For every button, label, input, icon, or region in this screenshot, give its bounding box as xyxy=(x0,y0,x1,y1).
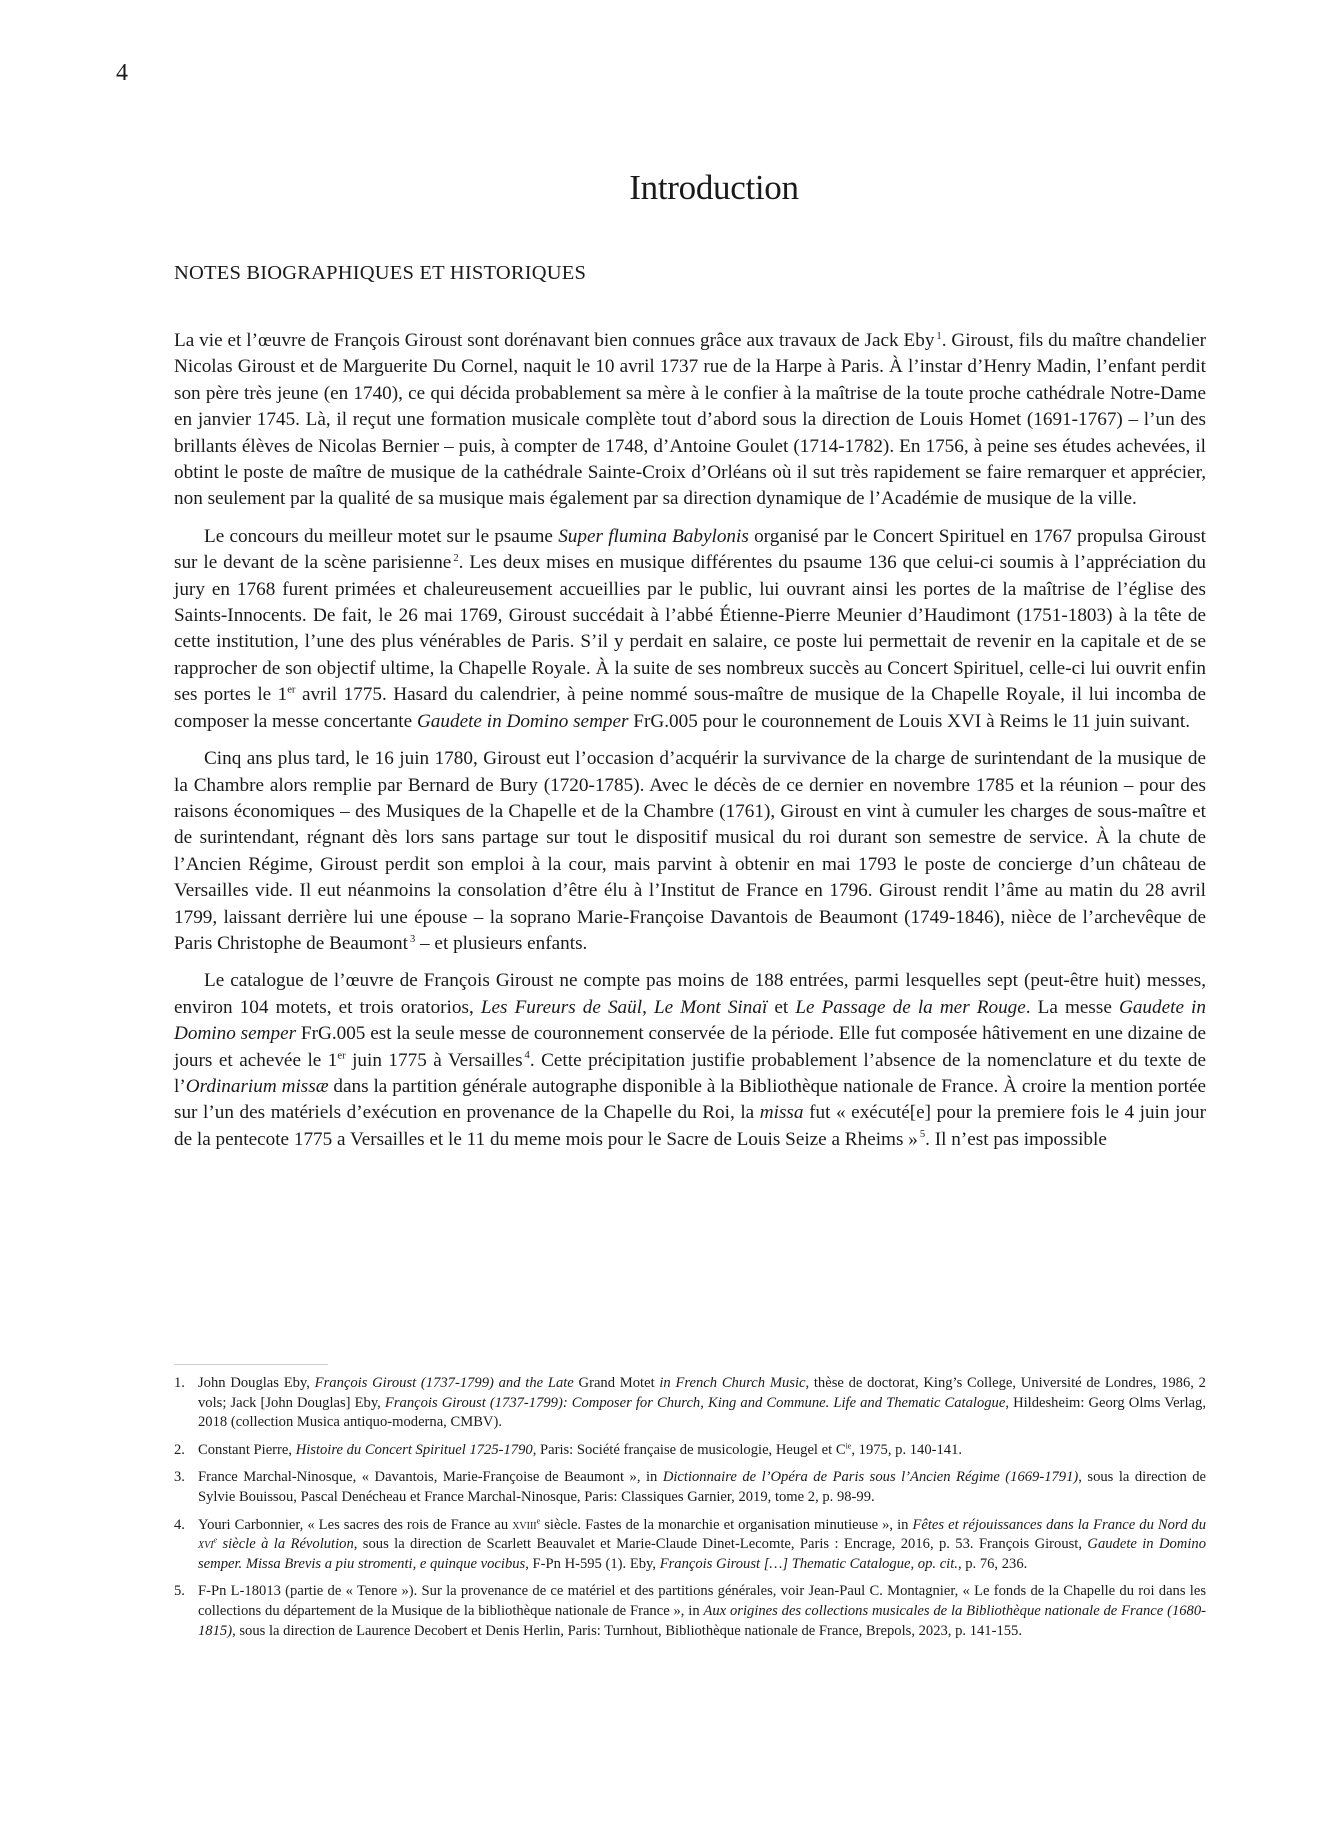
page-number: 4 xyxy=(116,60,128,86)
note-reference: 3 xyxy=(409,933,416,945)
italic-text: missa xyxy=(759,1102,804,1124)
text-run: Le catalogue de l’œuvre de François Giroust ne compte pas moins de 188 entrées, parmi lesquelles sept (peut-être huit) messes, environ 104 motets, et trois oratorios, xyxy=(174,970,1206,1018)
text-run: , sous la direction de Laurence Decobert et Denis Herlin, Paris: Turnhout, Bibliothèque nationale de France, Brepols, 2023, p. 141-155. xyxy=(232,1622,1022,1639)
italic-text: Le Mont Sinaï xyxy=(653,996,768,1018)
text-run: Cinq ans plus tard, le 16 juin 1780, Giroust eut l’occasion d’acquérir la survivance de la charge de surintendant de la musique de la Chambre alors remplie par Bernard de Bury (1720-1785). Avec le décès de ce dernier en novembre 1785 et la réunion – pour des raisons économiques – des Musiques de la Chapelle et de la Chambre (1761), Giroust en vint à cumuler les charges de sous-maître et de surintendant, régnant dès lors sans partage sur tout le dispositif musical du roi durant son semestre de service. À la chute de l’Ancien Régime, Giroust perdit son emploi à la cour, mais parvint à obtenir en mai 1793 le poste de concierge d’un château de Versailles vide. Il eut néanmoins la consolation d’être élu à l’Institut de France en 1796. Giroust rendit l’âme au matin du 28 avril 1799, laissant derrière lui une épouse – la soprano Marie-Françoise Davantois de Beaumont (1749-1846), nièce de l’archevêque de Paris Christophe de Beaumont xyxy=(174,748,1206,954)
note-reference: e xyxy=(536,1515,541,1525)
footnote-number: 4. xyxy=(174,1516,185,1533)
text-run: . La messe xyxy=(1025,996,1119,1018)
body-text xyxy=(174,328,1206,1164)
footnote xyxy=(174,1374,1206,1433)
text-run: et xyxy=(767,996,796,1018)
text-run: . Il n’est pas impossible xyxy=(925,1128,1107,1150)
footnote-text xyxy=(198,1441,1206,1461)
note-reference: 1 xyxy=(936,330,942,342)
text-run: , thèse de doctorat, King’s College, Université de Londres, 1986, 2 vols; Jack [John Douglas] Eby, xyxy=(198,1375,1206,1411)
footnote-text xyxy=(198,1582,1206,1641)
italic-text: Gaudete in Domino semper xyxy=(416,710,629,732)
italic-text: Ordinarium missæ xyxy=(185,1075,329,1097)
italic-text: Histoire du Concert Spirituel 1725-1790 xyxy=(295,1441,533,1458)
italic-text: Les Fureurs de Saül xyxy=(480,996,643,1018)
paragraph xyxy=(174,328,1206,513)
text-run: , xyxy=(642,996,654,1018)
text-run: , Hildesheim: Georg Olms Verlag, 2018 (collection Musica antiquo-moderna, CMBV). xyxy=(198,1394,1206,1431)
footnote-number: 1. xyxy=(174,1375,185,1391)
note-reference: 5 xyxy=(919,1129,926,1141)
text-run: FrG.005 est la seule messe de couronnement conservée de la période. Elle fut composée hâtivement en une dizaine de jours et achevée le 1 xyxy=(174,1023,1206,1071)
text-run: , sous la direction de Scarlett Beauvalet et Marie-Claude Dinet-Lecomte, Paris : Encrage, 2016, p. 53. François Giroust, xyxy=(353,1536,1088,1553)
text-run: organisé par le Concert Spirituel en 1767 propulsa Giroust sur le devant de la scène parisienne xyxy=(174,525,1207,574)
paragraph xyxy=(174,968,1206,1153)
note-reference: e xyxy=(213,1535,218,1545)
footnote-number: 3. xyxy=(174,1469,185,1486)
footnote-number: 5. xyxy=(174,1583,185,1600)
text-run: – et plusieurs enfants. xyxy=(415,932,588,954)
italic-text: Dictionnaire de l’Opéra de Paris sous l’Ancien Régime (1669-1791) xyxy=(662,1469,1079,1486)
italic-text: Le Passage de la mer Rouge xyxy=(795,996,1026,1018)
italic-text: Gaudete in Domino semper. Missa Brevis a piu stromenti, e quinque vocibus xyxy=(198,1536,1206,1572)
italic-text: xvi xyxy=(198,1536,214,1553)
text-run: siècle. Fastes de la monarchie et organisation minutieuse », in xyxy=(540,1516,913,1533)
section-heading: NOTES BIOGRAPHIQUES ET HISTORIQUES xyxy=(174,262,587,284)
text-run: John Douglas Eby, xyxy=(198,1375,315,1391)
note-reference: er xyxy=(337,1050,346,1062)
footnote xyxy=(174,1516,1206,1575)
italic-text: Fêtes et réjouissances dans la France du Nord du xyxy=(912,1516,1206,1533)
paragraph xyxy=(174,746,1206,957)
footnote-divider xyxy=(174,1364,328,1365)
note-reference: 2 xyxy=(453,552,459,564)
footnotes xyxy=(174,1374,1206,1649)
italic-text: siècle à la Révolution xyxy=(217,1536,354,1553)
paragraph xyxy=(174,524,1206,735)
footnote-number: 2. xyxy=(174,1441,185,1458)
italic-text: Gaudete in Domino semper xyxy=(174,996,1206,1045)
text-run: xviii xyxy=(512,1516,537,1533)
text-run: . Cette précipitation justifie probablement l’absence de la nomenclature et du texte de l’ xyxy=(174,1049,1206,1097)
text-run: dans la partition générale autographe disponible à la Bibliothèque nationale de France. À croire la mention portée sur l’un des matériels d’exécution en provenance de la Chapelle du Roi, la xyxy=(174,1075,1206,1124)
text-run: Constant Pierre, xyxy=(198,1441,296,1458)
text-run: FrG.005 pour le couronnement de Louis XVI à Reims le 11 juin suivant. xyxy=(628,710,1190,732)
text-run: . Giroust, fils du maître chandelier Nicolas Giroust et de Marguerite Du Cornel, naquit le 10 avril 1737 rue de la Harpe à Paris. À l’instar d’Henry Madin, l’enfant perdit son père très jeune (en 1740), ce qui décida probablement sa mère à le confier à la maîtrise de la toute proche cathédrale Notre-Dame en janvier 1745. Là, il reçut une formation musicale complète tout d’abord sous la direction de Louis Homet (1691-1767) – l’un des brillants élèves de Nicolas Bernier – puis, à compter de 1748, d’Antoine Goulet (1714-1782). En 1756, à peine ses études achevées, il obtint le poste de maître de musique de la cathédrale Sainte-Croix d’Orléans où il sut très rapidement se faire remarquer et apprécier, non seulement par la qualité de sa musique mais également par sa direction dynamique de l’Académie de musique de la ville. xyxy=(174,330,1206,510)
italic-text: François Giroust […] Thematic Catalogue xyxy=(659,1555,911,1572)
note-reference: ie xyxy=(845,1441,852,1451)
italic-text: Aux origines des collections musicales de la Bibliothèque nationale de France (1680-1815) xyxy=(198,1602,1206,1639)
footnote-text xyxy=(198,1374,1206,1433)
footnote xyxy=(174,1468,1206,1507)
text-run: juin 1775 à Versailles xyxy=(345,1049,523,1071)
text-run: , xyxy=(910,1555,918,1572)
italic-text: François Giroust (1737-1799): Composer for Church, King and Commune. Life and Thematic Catalogue xyxy=(384,1394,1006,1411)
text-run: F-Pn L-18013 (partie de « Tenore »). Sur la provenance de ce matériel et des partitions générales, voir Jean-Paul C. Montagnier, « Le fonds de la Chapelle du roi dans les collections du département de la Musique de la bibliothèque nationale de France », in xyxy=(198,1583,1206,1619)
text-run: , 1975, p. 140-141. xyxy=(851,1441,963,1458)
italic-text: op. cit. xyxy=(917,1555,958,1572)
text-run: , sous la direction de Sylvie Bouissou, Pascal Denécheau et France Marchal-Ninosque, Paris: Classiques Garnier, 2019, tome 2, p. 98-99. xyxy=(198,1469,1207,1505)
text-run: . Les deux mises en musique différentes du psaume 136 que celui-ci soumis à l’appréciation du jury en 1768 furent primées et chaleureusement accueillies par le public, lui ouvrant ainsi les portes de la maîtrise de l’église des Saints-Innocents. De fait, le 26 mai 1769, Giroust succédait à l’abbé Étienne-Pierre Meunier d’Haudimont (1751-1803) à la tête de cette institution, l’une des plus vénérables de Paris. S’il y perdait en salaire, ce poste lui permettait de revenir en la capitale et de se rapprocher de son objectif ultime, la Chapelle Royale. À la suite de ses nombreux succès au Concert Spirituel, celle-ci lui ouvrit enfin ses portes le 1 xyxy=(174,552,1207,706)
text-run: La vie et l’œuvre de François Giroust sont dorénavant bien connues grâce aux travaux de Jack Eby xyxy=(174,330,935,351)
page-title: Introduction xyxy=(629,168,799,207)
footnote-text xyxy=(198,1468,1206,1507)
footnote xyxy=(174,1582,1206,1641)
italic-text: in French Church Music xyxy=(659,1375,806,1391)
italic-text: François Giroust (1737-1799) and the Late xyxy=(314,1375,574,1391)
text-run: , F-Pn H-595 (1). Eby, xyxy=(525,1555,660,1572)
text-run: , Paris: Société française de musicologie, Heugel et C xyxy=(532,1441,846,1458)
text-run: Le concours du meilleur motet sur le psaume xyxy=(204,525,559,547)
note-reference: er xyxy=(287,684,296,696)
footnote-text xyxy=(198,1516,1206,1575)
text-run: , p. 76, 236. xyxy=(957,1555,1028,1572)
text-run: Youri Carbonnier, « Les sacres des rois de France au xyxy=(198,1516,513,1533)
text-run: Grand Motet xyxy=(573,1375,660,1391)
italic-text: Super flumina Babylonis xyxy=(558,525,749,547)
text-run: avril 1775. Hasard du calendrier, à peine nommé sous-maître de musique de la Chapelle Royale, il lui incomba de composer la messe concertante xyxy=(174,684,1206,732)
text-run: fut « exécuté[e] pour la premiere fois le 4 juin jour de la pentecote 1775 a Versailles et le 11 du meme mois pour le Sacre de Louis Seize a Rheims » xyxy=(174,1102,1206,1150)
note-reference: 4 xyxy=(524,1050,530,1062)
footnote xyxy=(174,1441,1206,1461)
text-run: France Marchal-Ninosque, « Davantois, Marie-Françoise de Beaumont », in xyxy=(198,1469,663,1486)
